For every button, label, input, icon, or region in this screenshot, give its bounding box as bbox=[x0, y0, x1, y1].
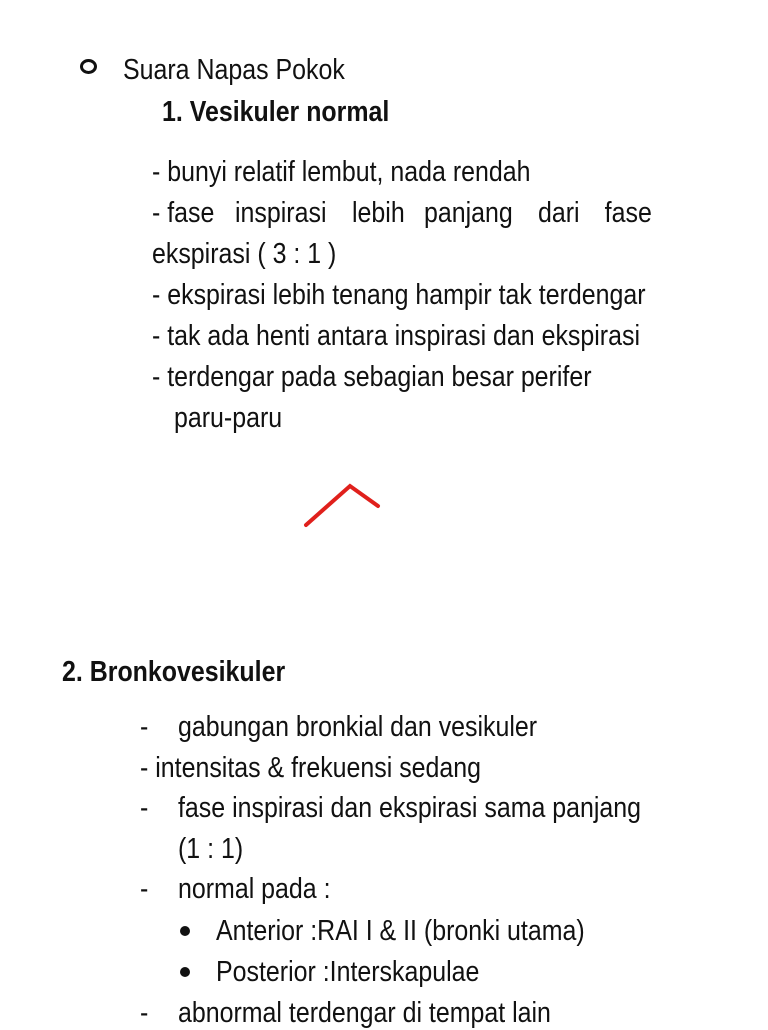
dash: - bbox=[140, 873, 149, 905]
word: inspirasi bbox=[235, 197, 327, 229]
word: - fase bbox=[152, 197, 215, 229]
list-item: - tak ada henti antara inspirasi dan ekspirasi bbox=[152, 320, 640, 352]
sub-list-item: Anterior :RAI I & II (bronki utama) bbox=[216, 915, 585, 947]
circle-bullet-icon bbox=[80, 59, 97, 74]
list-item: - terdengar pada sebagian besar perifer bbox=[152, 361, 592, 393]
list-item: abnormal terdengar di tempat lain bbox=[178, 997, 551, 1029]
list-item: gabungan bronkial dan vesikuler bbox=[178, 711, 538, 743]
list-item: fase inspirasi dan ekspirasi sama panjang bbox=[178, 792, 642, 824]
list-item: ekspirasi ( 3 : 1 ) bbox=[152, 238, 337, 270]
breath-sound-diagram bbox=[300, 480, 384, 530]
word: fase bbox=[604, 197, 652, 229]
dash: - bbox=[140, 792, 149, 824]
bullet-dot-icon bbox=[180, 926, 190, 936]
subheading-bronkovesikuler: 2. Bronkovesikuler bbox=[62, 656, 286, 688]
sub-list-item: Posterior :Interskapulae bbox=[216, 956, 480, 988]
word: dari bbox=[538, 197, 580, 229]
dash: - bbox=[140, 711, 149, 743]
subheading-vesikuler: 1. Vesikuler normal bbox=[162, 96, 390, 128]
list-item-continuation: paru-paru bbox=[174, 402, 283, 434]
word: panjang bbox=[424, 197, 513, 229]
justified-line bbox=[152, 196, 652, 230]
word: lebih bbox=[352, 197, 405, 229]
section-heading: Suara Napas Pokok bbox=[123, 54, 345, 86]
list-item: - bunyi relatif lembut, nada rendah bbox=[152, 156, 531, 188]
list-item-continuation: (1 : 1) bbox=[178, 833, 244, 865]
bullet-dot-icon bbox=[180, 967, 190, 977]
dash: - bbox=[140, 997, 149, 1029]
list-item: - ekspirasi lebih tenang hampir tak terdengar bbox=[152, 279, 646, 311]
list-item: normal pada : bbox=[178, 873, 331, 905]
inspiration-expiration-line bbox=[306, 486, 378, 525]
list-item: - intensitas & frekuensi sedang bbox=[140, 752, 482, 784]
